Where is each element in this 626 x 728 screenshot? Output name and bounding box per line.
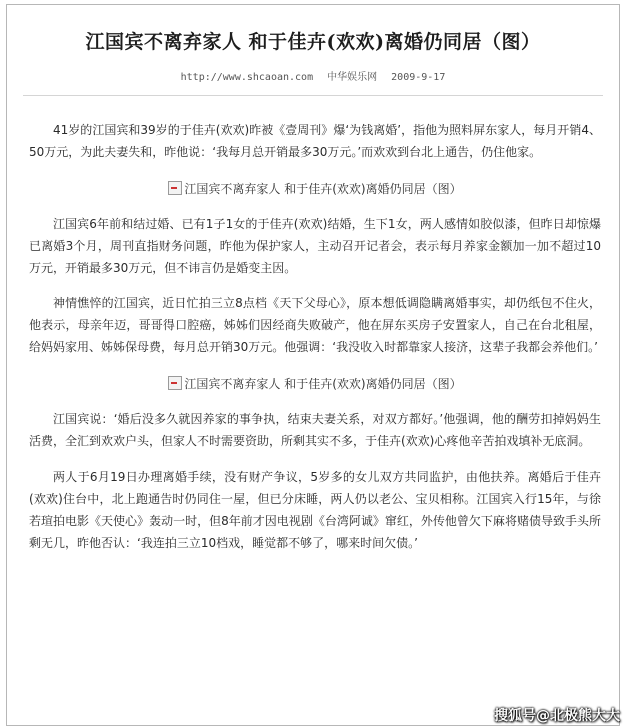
article-image-2 (29, 375, 601, 392)
image-alt-text: 江国宾不离弃家人 和于佳卉(欢欢)离婚仍同居（图） (184, 182, 462, 196)
watermark: 搜狐号@北极熊大大 (494, 708, 620, 724)
source-url[interactable]: http://www.shcaoan.com (180, 72, 314, 83)
broken-image-icon (168, 376, 182, 390)
publish-date: 2009-9-17 (391, 72, 446, 83)
source-name: 中华娱乐网 (327, 72, 378, 83)
paragraph-5: 两人于6月19日办理离婚手续，没有财产争议，5岁多的女儿双方共同监护，由他扶养。离婚后于佳卉(欢欢)住台中，北上跑通告时仍同住一屋，但已分床睡，两人仍以老公、宝贝相称。江国宾入行15年，与徐若瑄拍电影《天使心》轰动一时，但8年前才因电视剧《台湾阿诚》窜红，外传他曾欠下麻将赌债导致手头所剩无几，昨他否认：‘我连拍三立10档戏，睡觉都不够了，哪来时间欠债。’ (29, 470, 601, 550)
paragraph-2: 江国宾6年前和结过婚、已有1子1女的于佳卉(欢欢)结婚，生下1女，两人感情如胶似漆，但昨日却惊爆已离婚3个月，周刊直指财务问题，昨他为保护家人，主动召开记者会，表示每月养家金额加一加不超过10万元，开销最多30万元，但不讳言仍是婚变主因。 (29, 217, 601, 275)
article-image-1 (29, 180, 601, 197)
article-body (7, 119, 619, 554)
broken-image-icon (168, 181, 182, 195)
paragraph-4: 江国宾说：‘婚后没多久就因养家的事争执，结束夫妻关系，对双方都好。’他强调，他的酬劳扣掉妈妈生活费，全汇到欢欢户头，但家人不时需要资助，所剩其实不多，于佳卉(欢欢)心疼他辛苦拍戏填补无底洞。 (29, 412, 601, 448)
image-alt-text: 江国宾不离弃家人 和于佳卉(欢欢)离婚仍同居（图） (184, 377, 462, 391)
paragraph-1: 41岁的江国宾和39岁的于佳卉(欢欢)昨被《壹周刊》爆‘为钱离婚’，指他为照料屏东家人，每月开销4、50万元，为此夫妻失和，昨他说：‘我每月总开销最多30万元。’而欢欢到台北上通告，仍住他家。 (29, 123, 601, 159)
article-title: 江国宾不离弃家人 和于佳卉(欢欢)离婚仍同居（图） (85, 31, 541, 53)
paragraph-3: 神情憔悴的江国宾，近日忙拍三立8点档《天下父母心》，原本想低调隐瞒离婚事实，却仍纸包不住火，他表示，母亲年迈，哥哥得口腔癌，姊姊们因经商失败破产，他在屏东买房子安置家人，自己在台北租屋，给妈妈家用、姊姊保母费，每月总开销30万元。他强调：‘我没收入时都靠家人接济，这辈子我都会养他们。’ (29, 296, 601, 354)
article-frame (6, 4, 620, 726)
article-meta (7, 68, 619, 83)
title-divider (23, 95, 603, 96)
